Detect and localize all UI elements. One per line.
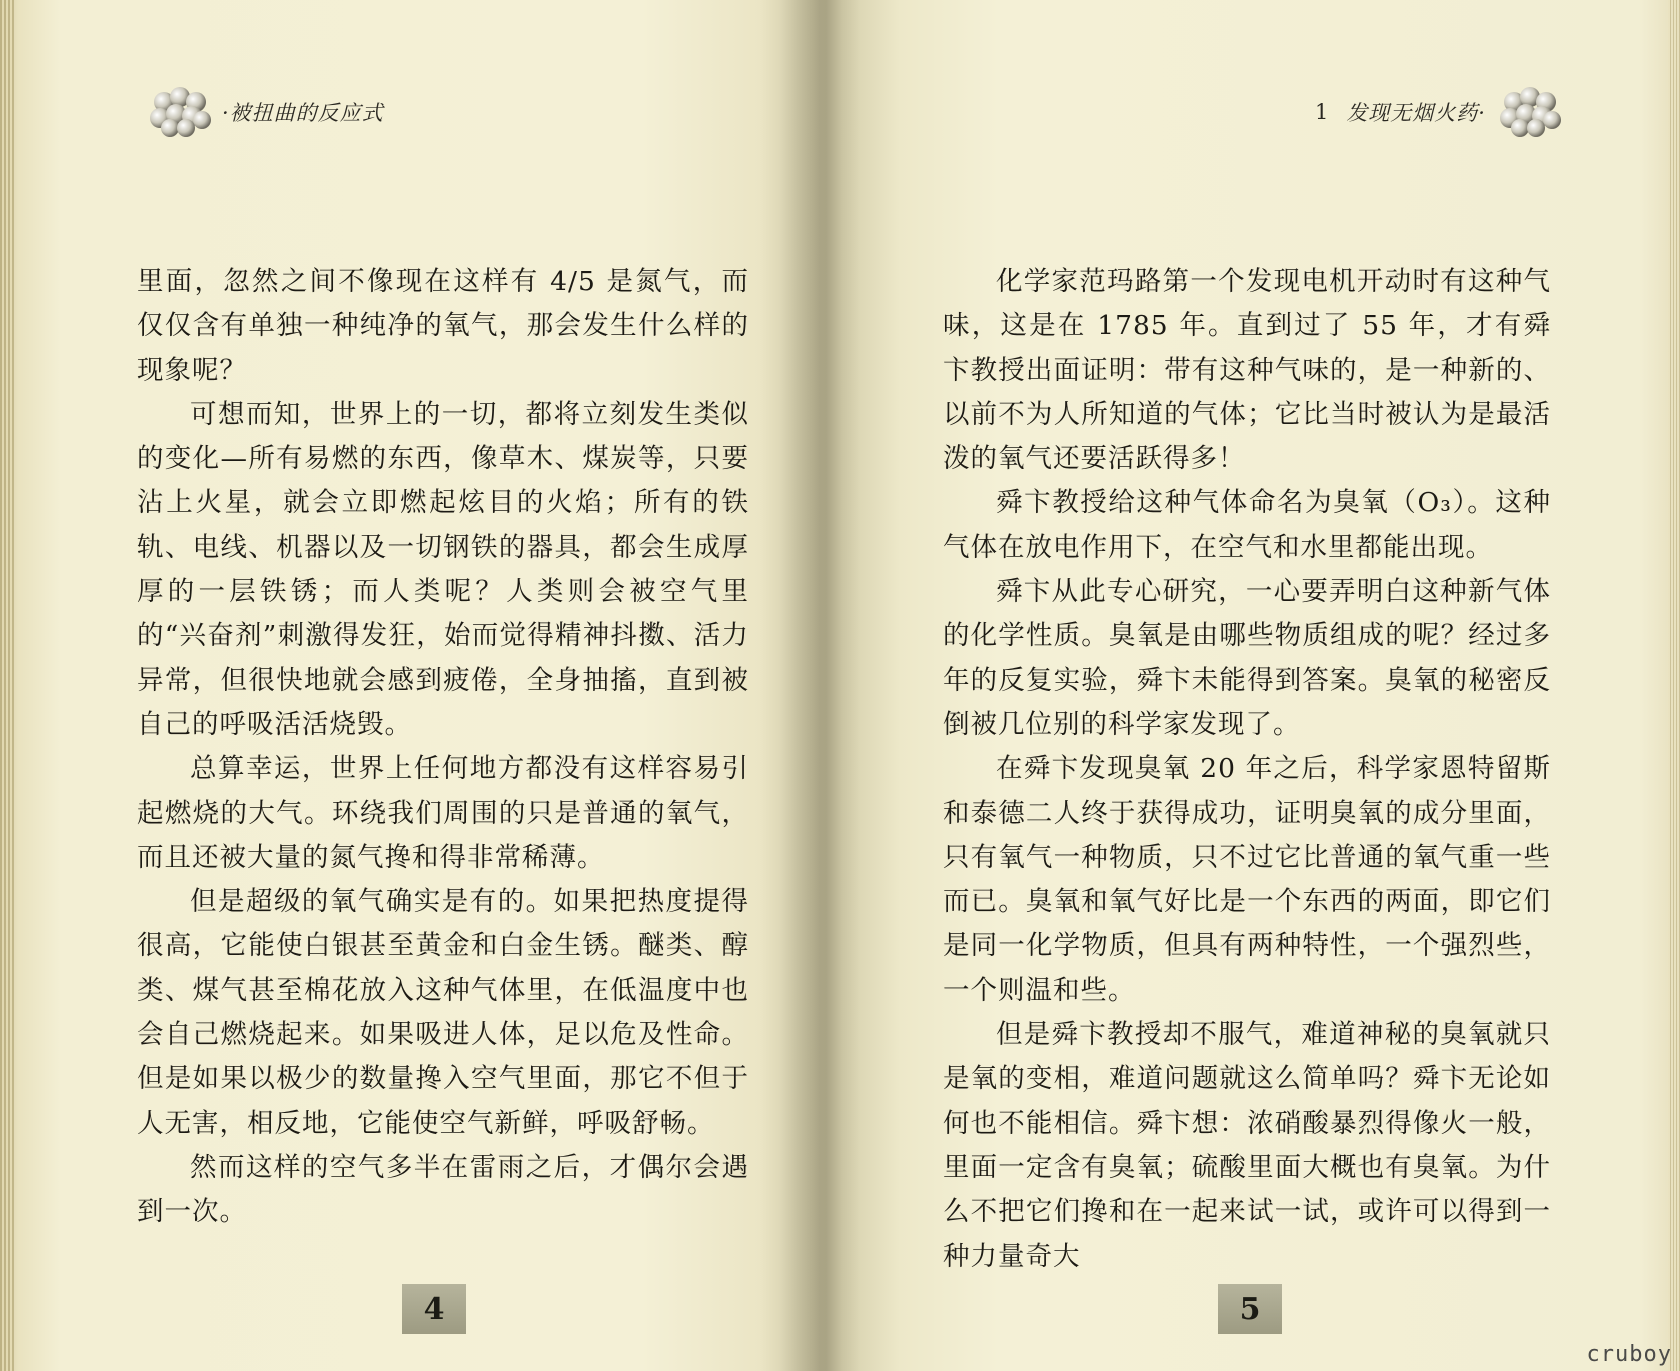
left-paragraph: 然而这样的空气多半在雷雨之后，才偶尔会遇到一次。: [137, 1151, 749, 1228]
watermark: cruboy: [1586, 1342, 1672, 1367]
right-paragraph: 但是舜卞教授却不服气，难道神秘的臭氧就只是氧的变相，难道问题就这么简单吗？舜卞无论如何也不能相信。舜卞想：浓硝酸暴烈得像火一般，里面一定含有臭氧；硫酸里面大概也有臭氧。为什么不把它们搀和在一起来试一试，或许可以得到一种力量奇大: [943, 1019, 1551, 1272]
left-header-title: ·被扭曲的反应式: [222, 101, 384, 125]
left-paragraph: 但是超级的氧气确实是有的。如果把热度提得很高，它能使白银甚至黄金和白金生锈。醚类、醇类、煤气甚至棉花放入这种气体里，在低温度中也会自己燃烧起来。如果吸进人体，足以危及性命。但是如果以极少的数量搀入空气里面，那它不但于人无害，相反地，它能使空气新鲜，呼吸舒畅。: [137, 886, 749, 1139]
left-body-text: [137, 260, 749, 1235]
right-running-header: [1315, 86, 1562, 138]
right-paragraph: 舜卞教授给这种气体命名为臭氧（O₃）。这种气体在放电作用下，在空气和水里都能出现。: [943, 487, 1551, 563]
left-page-number: 4: [402, 1284, 466, 1334]
right-paragraph: 舜卞从此专心研究，一心要弄明白这种新气体的化学性质。臭氧是由哪些物质组成的呢？经过多年的反复实验，舜卞未能得到答案。臭氧的秘密反倒被几位别的科学家发现了。: [943, 576, 1551, 740]
left-paragraph: 可想而知，世界上的一切，都将立刻发生类似的变化—所有易燃的东西，像草木、煤炭等，只要沾上火星，就会立即燃起炫目的火焰；所有的铁轨、电线、机器以及一切钢铁的器具，都会生成厚厚的一层铁锈；而人类呢？人类则会被空气里的“兴奋剂”刺激得发狂，始而觉得精神抖擞、活力异常，但很快地就会感到疲倦，全身抽搐，直到被自己的呼吸活活烧毁。: [137, 398, 749, 740]
left-running-header: [150, 86, 384, 138]
right-page-number: 5: [1218, 1284, 1282, 1334]
right-paragraph: 化学家范玛路第一个发现电机开动时有这种气味，这是在 1785 年。直到过了 55 年，才有舜卞教授出面证明：带有这种气味的，是一种新的、以前不为人所知道的气体；它比当时被认为是最活泼的氧气还要活跃得多！: [943, 266, 1551, 475]
left-page: [0, 0, 820, 1371]
molecule-icon: [150, 86, 212, 138]
chapter-number: 1: [1314, 100, 1329, 124]
right-paragraph: 在舜卞发现臭氧 20 年之后，科学家恩特留斯和泰德二人终于获得成功，证明臭氧的成分里面，只有氧气一种物质，只不过它比普通的氧气重一些而已。臭氧和氧气好比是一个东西的两面，即它们是同一化学物质，但具有两种特性，一个强烈些，一个则温和些。: [943, 753, 1551, 1006]
right-body-text: [943, 260, 1551, 1279]
molecule-icon: [1500, 86, 1562, 138]
right-header-title: 发现无烟火药·: [1346, 101, 1486, 125]
right-page: [840, 0, 1680, 1371]
left-paragraph: 里面，忽然之间不像现在这样有 4/5 是氮气，而仅仅含有单独一种纯净的氧气，那会发生什么样的现象呢？: [137, 266, 749, 386]
left-paragraph: 总算幸运，世界上任何地方都没有这样容易引起燃烧的大气。环绕我们周围的只是普通的氧气，而且还被大量的氮气搀和得非常稀薄。: [137, 753, 749, 873]
